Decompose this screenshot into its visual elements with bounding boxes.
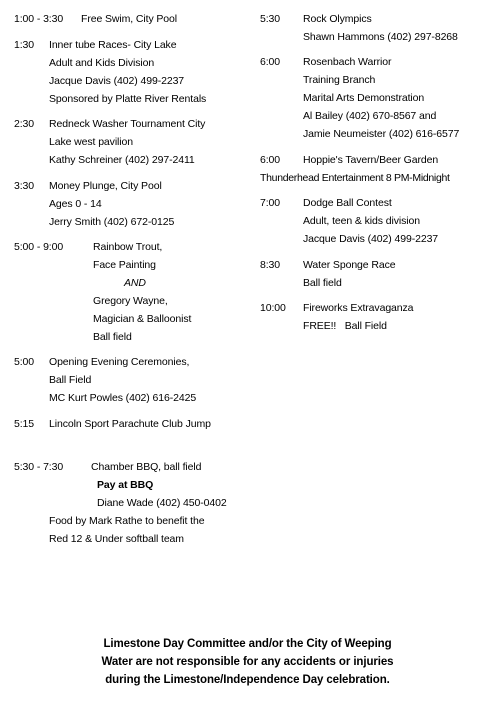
- event-line: Red 12 & Under softball team: [49, 533, 184, 545]
- event-time: 2:30: [14, 118, 35, 130]
- event-line: Adult, teen & kids division: [303, 215, 420, 227]
- event-line: Jerry Smith (402) 672-0125: [49, 216, 175, 228]
- event-line: Adult and Kids Division: [49, 57, 155, 69]
- event-time: 1:30: [14, 39, 35, 51]
- event-line: Kathy Schreiner (402) 297-2411: [49, 154, 195, 166]
- event-line: Rock Olympics: [303, 13, 372, 25]
- event-line: Fireworks Extravaganza: [303, 302, 414, 314]
- event-line: Thunderhead Entertainment 8 PM-Midnight: [260, 172, 450, 184]
- event-time: 3:30: [14, 180, 35, 192]
- event-line: Jamie Neumeister (402) 616-6577: [303, 128, 460, 140]
- event-line: Lake west pavilion: [49, 136, 133, 148]
- disclaimer-line: during the Limestone/Independence Day celebration.: [105, 674, 390, 686]
- event-time: 5:15: [14, 418, 35, 430]
- event-line: AND: [124, 277, 146, 289]
- event-line: Shawn Hammons (402) 297-8268: [303, 31, 458, 43]
- event-line: Food by Mark Rathe to benefit the: [49, 515, 205, 527]
- disclaimer-line: Limestone Day Committee and/or the City of Weeping: [103, 638, 392, 650]
- disclaimer: [60, 635, 435, 689]
- event-time: 6:00: [260, 154, 281, 166]
- event-line: Money Plunge, City Pool: [49, 180, 162, 192]
- event-time: 5:30 - 7:30: [14, 461, 64, 473]
- event-line: Rosenbach Warrior: [303, 56, 392, 68]
- event-line: Water Sponge Race: [303, 259, 396, 271]
- event-line: Pay at BBQ: [97, 479, 154, 491]
- event-line: Ball Field: [49, 374, 92, 386]
- event-line: Jacque Davis (402) 499-2237: [49, 75, 185, 87]
- event-line: Opening Evening Ceremonies,: [49, 356, 190, 368]
- event-line: Ages 0 - 14: [49, 198, 102, 210]
- event-time: 8:30: [260, 259, 281, 271]
- disclaimer-line: Water are not responsible for any accidents or injuries: [101, 656, 394, 668]
- event-line: Chamber BBQ, ball field: [91, 461, 202, 473]
- event-time: 5:30: [260, 13, 281, 25]
- event-line: Ball field: [303, 277, 342, 289]
- event-line: Diane Wade (402) 450-0402: [97, 497, 227, 509]
- event-line: Training Branch: [303, 74, 376, 86]
- event-time: 1:00 - 3:30: [14, 13, 64, 25]
- event-line: Inner tube Races- City Lake: [49, 39, 177, 51]
- event-line: Free Swim, City Pool: [81, 13, 178, 25]
- event-time: 6:00: [260, 56, 281, 68]
- event-time: 5:00 - 9:00: [14, 241, 64, 253]
- event-time: 7:00: [260, 197, 281, 209]
- event-line: Ball field: [93, 331, 132, 343]
- event-line: Face Painting: [93, 259, 156, 271]
- event-line: Redneck Washer Tournament City: [49, 118, 206, 130]
- event-line: Marital Arts Demonstration: [303, 92, 425, 104]
- event-line: Lincoln Sport Parachute Club Jump: [49, 418, 211, 430]
- event-line: Hoppie's Tavern/Beer Garden: [303, 154, 439, 166]
- event-line: Gregory Wayne,: [93, 295, 168, 307]
- event-line: Al Bailey (402) 670-8567 and: [303, 110, 437, 122]
- event-line: Sponsored by Platte River Rentals: [49, 93, 207, 105]
- event-line: Rainbow Trout,: [93, 241, 163, 253]
- event-line: Magician & Balloonist: [93, 313, 192, 325]
- event-line: Dodge Ball Contest: [303, 197, 392, 209]
- event-time: 5:00: [14, 356, 35, 368]
- event-line: MC Kurt Powles (402) 616-2425: [49, 392, 197, 404]
- event-line: Jacque Davis (402) 499-2237: [303, 233, 439, 245]
- event-line: FREE!! Ball Field: [303, 320, 387, 332]
- event-time: 10:00: [260, 302, 286, 314]
